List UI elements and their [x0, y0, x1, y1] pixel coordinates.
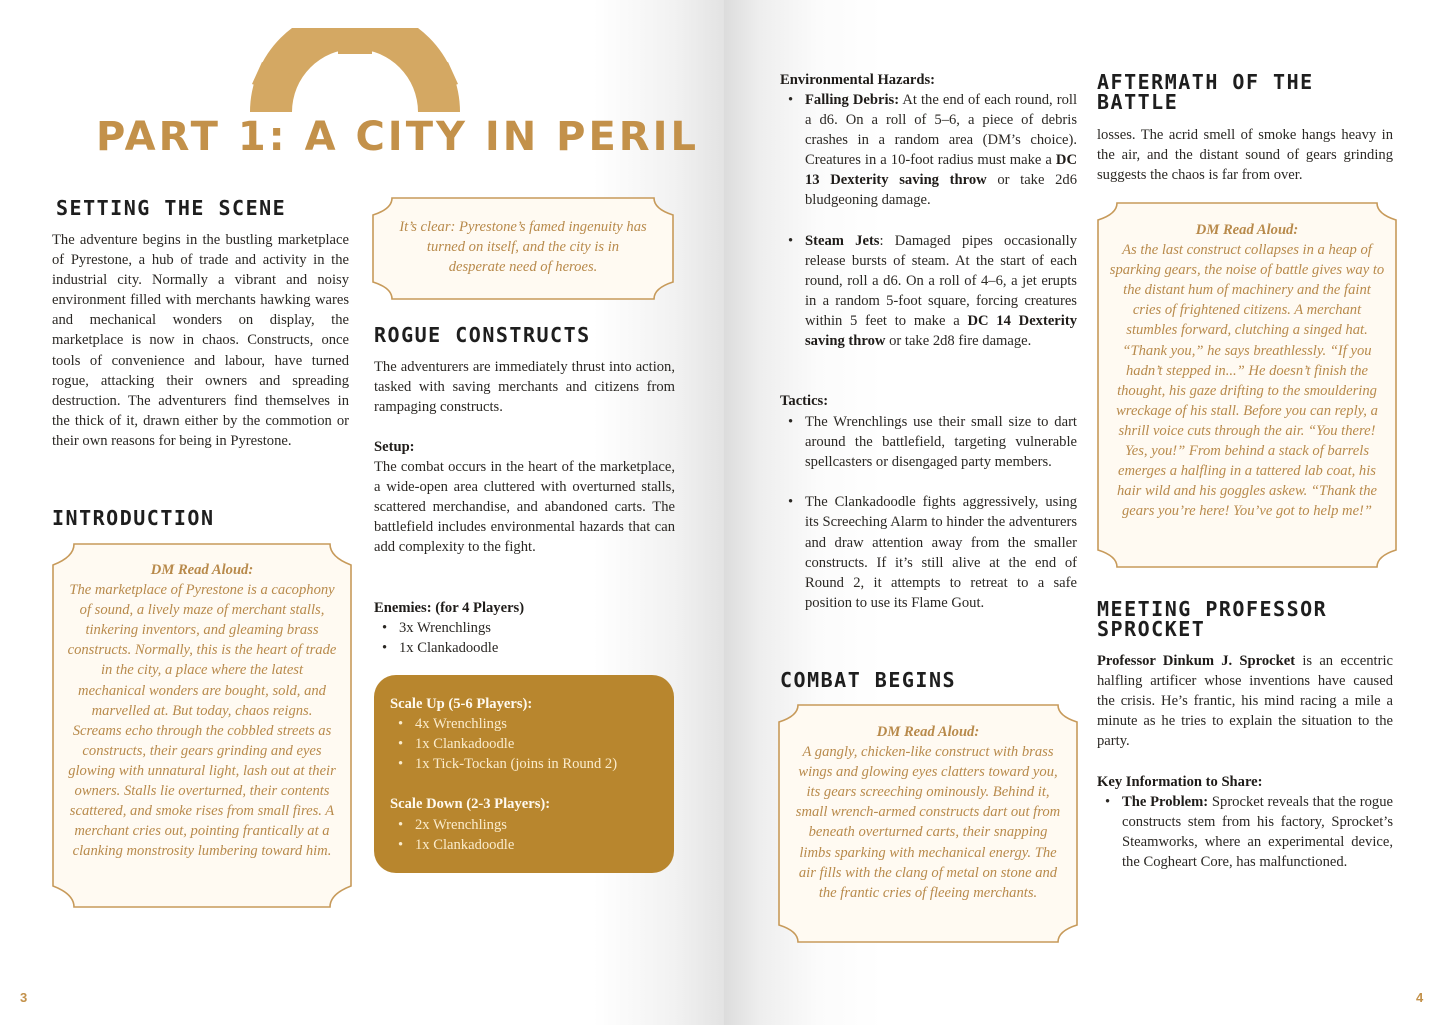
right-page: [724, 0, 1445, 1025]
falling-debris-text-end: or take 2d6 bludgeoning damage.: [805, 172, 1077, 209]
steam-jets-save: DC 14 Dexterity saving throw: [805, 313, 1077, 350]
list-item: [780, 90, 1077, 211]
hazards-list: [780, 90, 1077, 351]
intro-readaloud-title: DM Read Aloud:: [150, 562, 254, 578]
professor-name: Professor Dinkum J. Sprocket: [1097, 653, 1296, 669]
falling-debris-save: DC 13 Dexterity saving throw: [805, 152, 1077, 189]
meeting-heading: MEETING PROFESSOR SPROCKET: [1097, 597, 1328, 641]
page-number-right: 4: [1416, 990, 1424, 1005]
gear-icon: [250, 28, 460, 112]
key-info-list: [1097, 792, 1393, 872]
falling-debris-term: Falling Debris:: [805, 92, 900, 108]
combat-heading: COMBAT BEGINS: [780, 668, 957, 692]
problem-term: The Problem:: [1122, 794, 1209, 810]
scale-up-list: [390, 714, 658, 774]
scaling-box: [374, 675, 674, 873]
setting-heading: SETTING THE SCENE: [56, 196, 287, 220]
quote-box: [372, 197, 674, 300]
enemies-label: Enemies: (for 4 Players): [374, 600, 525, 616]
aftermath-heading: AFTERMATH OF THE BATTLE: [1097, 70, 1314, 114]
intro-heading: INTRODUCTION: [52, 506, 215, 530]
aftermath-readaloud-text: As the last construct collapses in a heap of sparking gears, the noise of battle gives way to the distant hum of machinery and the faint cries of frightened citizens. A merchant stumbles forward, clutching a singed hat. “Thank you,” he says breathlessly. “If you hadn’t stepped in...” He doesn’t finish the thought, his gaze drifting to the smouldering wreckage of his stall. Before you can reply, a shrill voice cuts through the air. “You there! Yes, you!” From behind a stack of barrels emerges a halfling in a tattered lab coat, his hair wild and his goggles askew. “Thank the gears you’re here! You’ve got to help me!”: [1109, 242, 1385, 520]
key-info-label: Key Information to Share:: [1097, 774, 1263, 790]
setting-paragraph: The adventure begins in the bustling marketplace of Pyrestone, a hub of trade and activity in the industrial city. Normally a vibrant and noisy environment filled with merchants hawking wares and mechanical wonders on display, the marketplace is now in chaos. Constructs, once tools of convenience and labour, have turned rogue, attacking their owners and spreading destruction. The adventurers find themselves in the thick of it, drawn either by the commotion or their own reasons for being in Pyrestone.: [52, 232, 349, 449]
aftermath-readaloud-box: [1097, 202, 1397, 568]
tactics-label: Tactics:: [780, 393, 829, 409]
list-item: • 4x Wrenchlings: [390, 714, 658, 734]
scale-up-label: Scale Up (5-6 Players):: [390, 696, 533, 712]
list-item: • 3x Wrenchlings: [374, 618, 674, 638]
list-item: [1097, 792, 1393, 872]
falling-debris-text: At the end of each round, roll a d6. On a roll of 5–6, a piece of debris crashes in a random area (DM’s choice). Creatures in a 10-foot radius must make a: [805, 92, 1078, 169]
list-item: • 1x Tick-Tockan (joins in Round 2): [390, 754, 658, 774]
quote-text: It’s clear: Pyrestone’s famed ingenuity has turned on itself, and the city is in desperate need of heroes.: [399, 219, 647, 276]
combat-readaloud-title: DM Read Aloud:: [876, 724, 980, 740]
list-item: • The Clankadoodle fights aggressively, using its Screeching Alarm to hinder the adventurers and draw attention away from the smaller constructs. If it’s still alive at the end of Round 2, it attempts to retreat to a safe position to use its Flame Gout.: [780, 492, 1077, 613]
rogue-heading: ROGUE CONSTRUCTS: [374, 323, 591, 347]
hazards-label: Environmental Hazards:: [780, 72, 935, 88]
enemies-list: [374, 618, 674, 658]
aftermath-readaloud-title: DM Read Aloud:: [1195, 222, 1299, 238]
combat-readaloud-text: A gangly, chicken-like construct with brass wings and glowing eyes clatters toward you, its gears screeching ominously. Behind it, small wrench-armed constructs dart out from beneath overturned carts, their snapping limbs sparking with mechanical energy. The air fills with the clang of metal on stone and the frantic cries of fleeing merchants.: [795, 744, 1061, 901]
rogue-paragraph: The adventurers are immediately thrust into action, tasked with saving merchants and citizens from rampaging constructs.: [374, 359, 675, 416]
setup-label: Setup:: [374, 439, 415, 455]
list-item: • 1x Clankadoodle: [390, 734, 658, 754]
list-item: • 1x Clankadoodle: [390, 835, 658, 855]
aftermath-paragraph: losses. The acrid smell of smoke hangs heavy in the air, and the distant sound of gears grinding suggests the chaos is far from over.: [1097, 127, 1393, 184]
scale-down-label: Scale Down (2-3 Players):: [390, 796, 551, 813]
setup-paragraph: The combat occurs in the heart of the marketplace, a wide-open area cluttered with overturned stalls, scattered merchandise, and abandoned carts. The battlefield includes environmental hazards that can add complexity to the fight.: [374, 459, 675, 556]
steam-jets-text-end: or take 2d8 fire damage.: [889, 333, 1032, 350]
steam-jets-text: : Damaged pipes occasionally release bursts of steam. At the start of each round, roll a d6. On a roll of 4–6, a jet erupts in a random 5-foot square, forcing creatures within 5 feet to make a: [805, 232, 1077, 330]
intro-readaloud-text: The marketplace of Pyrestone is a cacophony of sound, a lively maze of merchant stalls, tinkering inventors, and gleaming brass constructs. Normally, this is the heart of trade in the city, a place where the latest mechanical wonders are bought, sold, and marvelled at. But today, chaos reigns. Screams echo through the cobbled streets as constructs, their gears grinding and eyes glowing with unnatural light, lash out at their owners. Stalls lie overturned, their contents scattered, and smoke rises from small fires. A merchant cries out, pointing frantically at a clanking monstrosity lumbering toward him.: [67, 582, 337, 860]
scale-down-list: [390, 815, 658, 855]
list-item: [780, 231, 1077, 352]
problem-text: Sprocket reveals that the rogue constructs stem from his factory, Sprocket’s Steamworks, where an experimental device, the Cogheart Core, has malfunctioned.: [1122, 794, 1393, 871]
list-item: • The Wrenchlings use their small size to dart around the battlefield, targeting vulnerable spellcasters or disengaged party members.: [780, 412, 1077, 472]
list-item: • 1x Clankadoodle: [374, 638, 674, 658]
chapter-title: PART 1: A CITY IN PERIL: [96, 114, 699, 160]
tactics-list: [780, 412, 1077, 613]
combat-readaloud-box: [778, 704, 1078, 943]
meeting-paragraph: [1097, 651, 1393, 751]
page-number-left: 3: [20, 990, 28, 1005]
intro-readaloud-box: [52, 543, 352, 908]
meeting-text: is an eccentric halfling artificer whose inventions have caused the crisis. He’s frantic, his mind racing a mile a minute as he tries to explain the situation to the party.: [1097, 653, 1393, 750]
list-item: • 2x Wrenchlings: [390, 815, 658, 835]
steam-jets-term: Steam Jets: [805, 232, 880, 249]
